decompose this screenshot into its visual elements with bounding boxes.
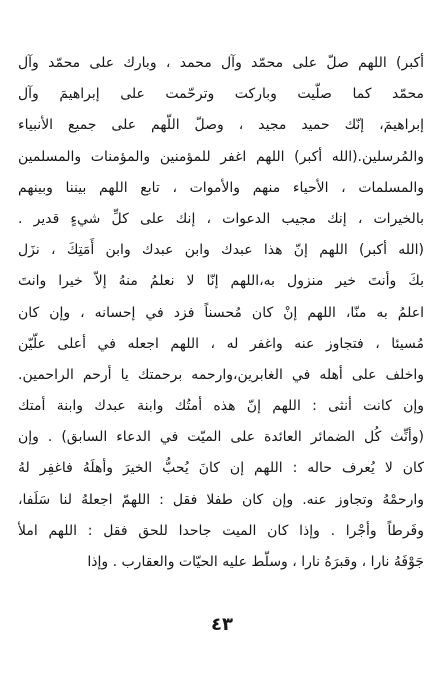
text-line-5: والمسلمات ، الأحياء منهم والأموات ، تابع اللهم بيننا وبينهم bbox=[18, 179, 424, 196]
text-line-13: (وأنِّث كُل الضمائر العائدة على الميّت في الدعاء السابق) . وإن bbox=[18, 429, 424, 446]
text-line-14: كان لا يُعرف حاله : اللهم إن كانَ يُحبُّ الخيرَ وأهلَهُ فاغفِر لهُ bbox=[18, 460, 424, 477]
text-line-8: بكَ وأنتَ خير منزول به،اللهم إنّا لا نعلمُ منهُ إلاّ خيرا وانتَ bbox=[18, 273, 424, 290]
text-line-9: اعلمُ به منّا، اللهم إنْ كان مُحسناً فزد في إحسانه ، وإن كان bbox=[18, 304, 424, 321]
text-line-17: جَوْفَهُ نارا ، وقبرَهُ نارا ، وسلّط عليه الحيّات والعقارب . وإذا bbox=[87, 554, 424, 570]
text-line-7: (الله أكبر) اللهم إنّ هذا عبدك وابن عبدك وابن أَمَتِكَ ، نزَل bbox=[18, 242, 424, 259]
text-line-1: أكبر) اللهم صلّ على محمّد وآل محمد ، وبارك على محمّد وآل bbox=[18, 55, 424, 71]
body-text bbox=[18, 48, 424, 578]
text-line-15: وارحمْهُ وتجاوز عنه. وإن كان طفلا فقل : اللهمّ اجعلهُ لنا سَلَفا، bbox=[18, 491, 424, 508]
text-line-6: بالخيرات ، إنك مجيب الدعوات ، إنك على كلِّ شيءٍ قدير . bbox=[18, 210, 424, 227]
text-line-16: وفَرطاً وأجْرا . وإذا كان الميت جاحدا للحق فقل : اللهم املأ bbox=[18, 522, 424, 539]
text-line-3: إبراهيمَ، إنّك حميد مجيد ، وصلّ اللّهم على جميع الأنبياء bbox=[18, 117, 424, 134]
text-line-11: واخلف على أهله في الغابرين،وارحمه برحمتك يا أرحم الراحمين. bbox=[18, 366, 424, 383]
text-line-2: محمّد كما صلّيت وباركت وترحّمت على إبراهيمَ وآل bbox=[18, 86, 424, 103]
page-number: ٤٣ bbox=[211, 614, 233, 635]
text-line-12: وإن كانت أنثى : اللهم إنّ هذه أمتُك وابنة عبدك وابنة أمتك bbox=[18, 398, 424, 415]
text-line-4: والمُرسلين.(الله أكبر) اللهم اغفر للمؤمنين والمؤمنات والمسلمين bbox=[18, 148, 424, 165]
text-line-10: مُسيئا ، فتجاوز عنه واغفر له ، اللهم اجعله في أعلى علّيّن bbox=[18, 335, 424, 352]
